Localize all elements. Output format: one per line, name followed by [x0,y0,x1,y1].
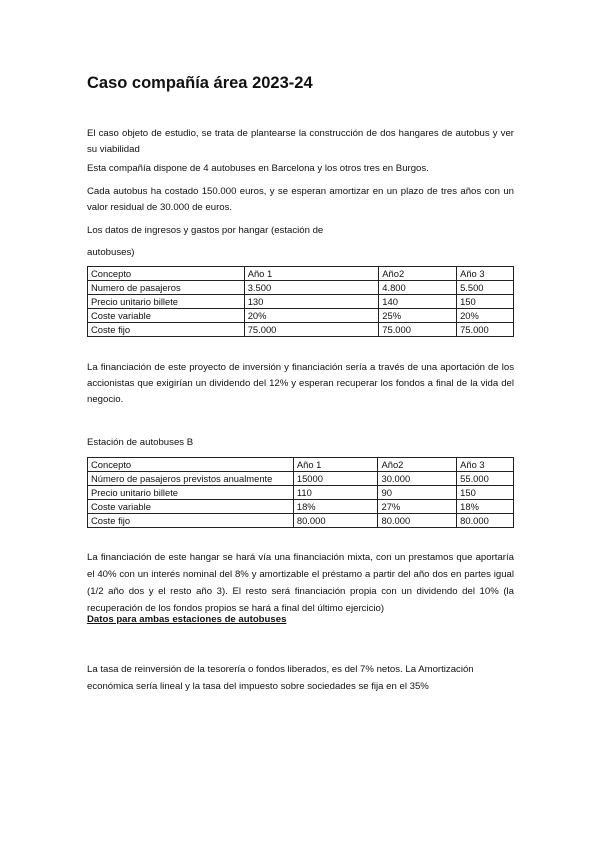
table-row [88,281,514,295]
table-row [88,323,514,337]
table-cell: Número de pasajeros previstos anualmente [88,472,294,486]
cost-paragraph: Cada autobus ha costado 150.000 euros, y se esperan amortizar en un plazo de tres años con un valor residual de 30.000 de euros. [87,186,514,213]
table-cell: 3.500 [244,281,379,295]
table-cell: 4.800 [379,281,457,295]
table-cell: Precio unitario billete [88,486,294,500]
table-cell: Coste variable [88,500,294,514]
table-row [88,500,514,514]
table-station-a [87,266,514,337]
table-header-cell: Año2 [379,267,457,281]
table-row [88,514,514,528]
table-station-b [87,457,514,528]
table-cell: 80.000 [457,514,514,528]
table-cell: 25% [379,309,457,323]
table-cell: 75.000 [244,323,379,337]
table-cell: 140 [379,295,457,309]
financing-b-paragraph: La financiación de este hangar se hará vía una financiación mixta, con un prestamos que aportaría el 40% con un interés nominal del 8% y amortizable el préstamo a partir del año dos en partes igual (1/2 año dos y el resto año 3). El resto será financiación propia con un dividendo del 10% (la recuperación de los fondos propios se hará a final del último ejercicio) [87,552,514,614]
common-data-paragraph: La tasa de reinversión de la tesorería o fondos liberados, es del 7% netos. La Amortización económica sería lineal y la tasa del impuesto sobre sociedades se fija en el 35% [87,664,474,692]
table-header-cell: Año 3 [457,458,514,472]
table-cell: Coste variable [88,309,245,323]
fleet-paragraph: Esta compañía dispone de 4 autobuses en Barcelona y los otros tres en Burgos. [87,163,429,174]
table-cell: 90 [378,486,457,500]
table-cell: 150 [457,295,514,309]
table-row [88,486,514,500]
data-heading-line-2: autobuses) [87,247,135,258]
table-header-cell: Concepto [88,458,294,472]
page-title: Caso compañía área 2023-24 [87,74,313,92]
table-cell: 15000 [293,472,378,486]
table-header-row [88,458,514,472]
table-cell: Numero de pasajeros [88,281,245,295]
table-cell: 27% [378,500,457,514]
table-cell: Coste fijo [88,323,245,337]
table-cell: 110 [293,486,378,500]
table-cell: 130 [244,295,379,309]
intro-paragraph: El caso objeto de estudio, se trata de plantearse la construcción de dos hangares de autobus y ver su viabilidad [87,128,514,155]
table-cell: Coste fijo [88,514,294,528]
table-header-row [88,267,514,281]
table-cell: 18% [293,500,378,514]
table-cell: 75.000 [457,323,514,337]
table-cell: 55.000 [457,472,514,486]
table-header-cell: Concepto [88,267,245,281]
table-cell: 5.500 [457,281,514,295]
table-header-cell: Año2 [378,458,457,472]
data-heading-line-1: Los datos de ingresos y gastos por hangar (estación de [87,225,324,236]
station-b-title: Estación de autobuses B [87,437,194,448]
table-cell: 30.000 [378,472,457,486]
table-row [88,472,514,486]
table-header-cell: Año 3 [457,267,514,281]
table-cell: 20% [457,309,514,323]
financing-a-paragraph: La financiación de este proyecto de inversión y financiación sería a través de una aportación de los accionistas que exigirían un dividendo del 12% y esperan recuperar los fondos a final de la vida del negocio. [87,362,514,405]
table-header-cell: Año 1 [293,458,378,472]
table-cell: 75.000 [379,323,457,337]
table-row [88,295,514,309]
table-cell: 150 [457,486,514,500]
table-row [88,309,514,323]
table-cell: 20% [244,309,379,323]
table-cell: 80.000 [293,514,378,528]
common-data-heading: Datos para ambas estaciones de autobuses [87,614,287,625]
table-cell: 18% [457,500,514,514]
table-cell: Precio unitario billete [88,295,245,309]
table-cell: 80.000 [378,514,457,528]
table-header-cell: Año 1 [244,267,379,281]
